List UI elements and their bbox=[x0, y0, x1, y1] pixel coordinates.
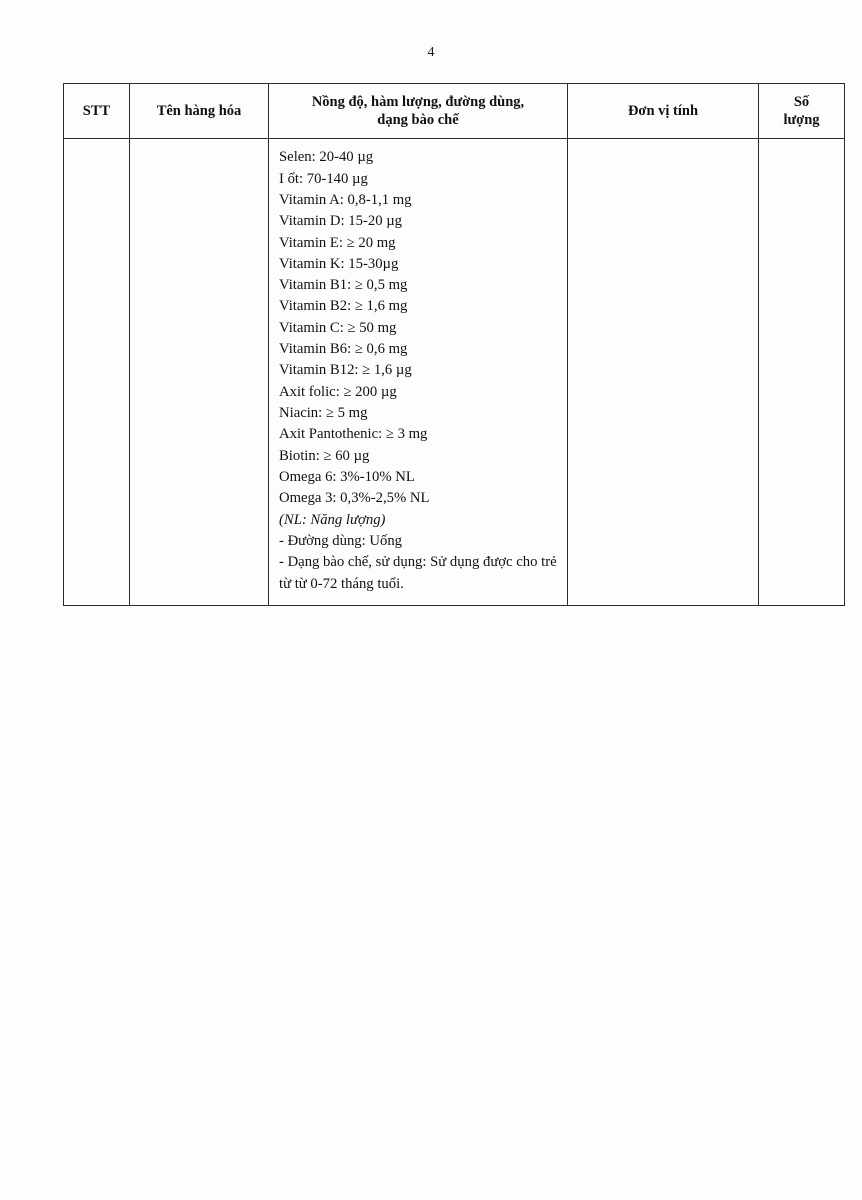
page-number: 4 bbox=[427, 45, 435, 60]
cell-nong-do bbox=[269, 139, 568, 606]
column-header-nong-do-line2: dạng bào chế bbox=[377, 112, 459, 129]
spec-line: Vitamin B1: ≥ 0,5 mg bbox=[279, 277, 408, 294]
spec-line: Vitamin B6: ≥ 0,6 mg bbox=[279, 341, 408, 358]
table-header-row bbox=[64, 84, 845, 139]
spec-line-form: - Dạng bào chế, sử dụng: Sử dụng được cho trẻ từ từ 0-72 tháng tuổi. bbox=[279, 554, 557, 592]
cell-ten-hang-hoa bbox=[130, 139, 269, 606]
table-row bbox=[64, 139, 845, 606]
spec-line: Selen: 20-40 µg bbox=[279, 149, 374, 166]
spec-line: Omega 6: 3%-10% NL bbox=[279, 468, 415, 485]
spec-line: Vitamin D: 15-20 µg bbox=[279, 213, 403, 230]
spec-line: Vitamin K: 15-30µg bbox=[279, 255, 399, 272]
column-header-so-luong-line2: lượng bbox=[783, 112, 820, 129]
spec-line: Biotin: ≥ 60 µg bbox=[279, 447, 370, 464]
spec-line-route: - Đường dùng: Uống bbox=[279, 532, 403, 549]
table-header bbox=[64, 84, 845, 139]
column-header-nong-do bbox=[269, 84, 568, 139]
column-header-don-vi-tinh: Đơn vị tính bbox=[568, 84, 759, 139]
spec-line: Axit Pantothenic: ≥ 3 mg bbox=[279, 426, 428, 443]
spec-line: Vitamin B12: ≥ 1,6 µg bbox=[279, 362, 412, 379]
spec-line: Vitamin B2: ≥ 1,6 mg bbox=[279, 298, 408, 315]
column-header-ten-hang-hoa: Tên hàng hóa bbox=[130, 84, 269, 139]
spec-line-note: (NL: Năng lượng) bbox=[279, 511, 386, 528]
goods-specification-table bbox=[63, 83, 820, 606]
table-body bbox=[64, 139, 845, 606]
column-header-so-luong bbox=[759, 84, 845, 139]
cell-so-luong bbox=[759, 139, 845, 606]
spec-line: Vitamin E: ≥ 20 mg bbox=[279, 234, 396, 251]
spec-line: Vitamin A: 0,8-1,1 mg bbox=[279, 191, 412, 208]
spec-line: Axit folic: ≥ 200 µg bbox=[279, 383, 397, 400]
spec-line: Omega 3: 0,3%-2,5% NL bbox=[279, 490, 430, 507]
cell-stt bbox=[64, 139, 130, 606]
cell-don-vi-tinh bbox=[568, 139, 759, 606]
table bbox=[63, 83, 845, 606]
column-header-so-luong-line1: Số bbox=[793, 94, 810, 110]
spec-line: Vitamin C: ≥ 50 mg bbox=[279, 319, 397, 336]
column-header-stt: STT bbox=[64, 84, 130, 139]
spec-line: Niacin: ≥ 5 mg bbox=[279, 405, 368, 421]
spec-line: I ốt: 70-140 µg bbox=[279, 170, 368, 187]
column-header-nong-do-line1: Nồng độ, hàm lượng, đường dùng, bbox=[311, 94, 525, 110]
specification-list bbox=[269, 139, 567, 605]
